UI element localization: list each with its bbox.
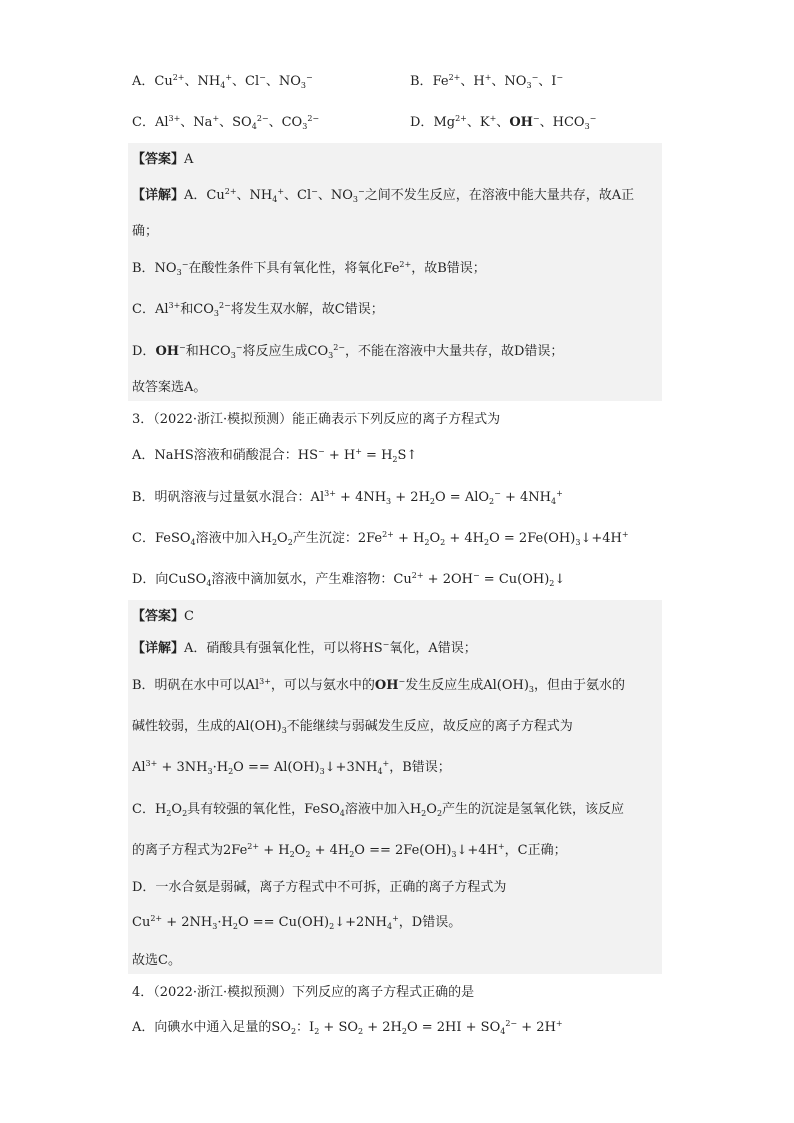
q3-answer: 【答案】C: [132, 609, 194, 624]
q3-option-d: D．向CuSO$_4$溶液中滴加氨水，产生难溶物：$Cu^{2+} + 2OH^-$ = $Cu(OH)_2↓$: [132, 571, 566, 588]
q3-detail-line-6: 的离子方程式为$2Fe^{2+} + H_2O_2 + 4H_2O$ == $2Fe(OH)_3↓+4H^+$，C正确；: [132, 842, 567, 859]
q3-detail-line-5: C．$H_2O_2$具有较强的氧化性，FeSO$_4$溶液中加入$H_2O_2$产生的沉淀是氢氧化铁，该反应: [132, 802, 625, 818]
q3-stem: 3．（2022·浙江·模拟预测）能正确表示下列反应的离子方程式为: [132, 412, 501, 427]
q3-detail-line-9: 故选C。: [132, 953, 181, 968]
q3-option-a: A．NaHS溶液和硝酸混合：$HS^- + H^+ = H_2S↑$: [132, 447, 418, 464]
q2-detail-line-6: 故答案选A。: [132, 380, 207, 395]
q4-option-a: A．向碘水中通入足量的$SO_2$：$I_2 + SO_2 + 2H_2O = 2HI + SO_4^{2-} + 2H^+$: [132, 1019, 563, 1036]
q3-detail-line-4: $Al^{3+} + 3NH_3\cdot H_2O$ == $Al(OH)_3↓+3NH_4^+$，B错误；: [132, 759, 451, 776]
q2-answer: 【答案】A: [132, 152, 194, 167]
q2-option-d: D．$Mg^{2+}$、K+、OH−、$HCO_3^-$: [410, 114, 597, 131]
q2-detail-line-4: C．$Al^{3+}$和$CO_3^{2-}$将发生双水解，故C错误；: [132, 301, 384, 318]
q3-detail-line-7: D．一水合氨是弱碱，离子方程式中不可拆，正确的离子方程式为: [132, 880, 507, 895]
q3-detail-line-8: $Cu^{2+} + 2NH_3\cdot H_2O$ == $Cu(OH)_2↓+2NH_4^+$，D错误。: [132, 914, 462, 931]
q4-stem: 4．（2022·浙江·模拟预测）下列反应的离子方程式正确的是: [132, 985, 475, 1000]
q2-detail-line-3: B．$NO_3^-$在酸性条件下具有氧化性，将氧化$Fe^{2+}$，故B错误；: [132, 260, 486, 277]
q3-option-c: C．FeSO$_4$溶液中加入$H_2O_2$产生沉淀：$2Fe^{2+} + H_2O_2 + 4H_2O$ = $2Fe(OH)_3↓+4H^+$: [132, 530, 629, 547]
q3-option-b: B．明矾溶液与过量氨水混合：$Al^{3+} + 4NH_3 + 2H_2O = AlO_2^- + 4NH_4^+$: [132, 489, 563, 506]
q3-detail-line-1: 【详解】A．硝酸具有强氧化性，可以将HS−氧化，A错误；: [132, 640, 477, 656]
q3-detail-line-2: B．明矾在水中可以$Al^{3+}$，可以与氨水中的OH−发生反应生成$Al(OH)_3$，但由于氨水的: [132, 677, 626, 694]
q2-option-a: A．$Cu^{2+}$、$NH_4^+$、Cl−、$NO_3^-$: [132, 73, 313, 90]
q2-option-c: C．$Al^{3+}$、Na+、$SO_4^{2-}$、$CO_3^{2-}$: [132, 114, 320, 131]
q2-detail-line-5: D．OH−和$HCO_3^-$将反应生成$CO_3^{2-}$，不能在溶液中大量共存，故D错误；: [132, 343, 564, 360]
q2-detail-line-1: 【详解】A．$Cu^{2+}$、$NH_4^+$、Cl−、$NO_3^-$之间不发生反应，在溶液中能大量共存，故A正: [132, 187, 635, 204]
q2-option-b: B．$Fe^{2+}$、H+、$NO_3^-$、I−: [410, 73, 564, 90]
q3-detail-line-3: 碱性较弱，生成的$Al(OH)_3$不能继续与弱碱发生反应，故反应的离子方程式为: [132, 719, 573, 735]
q2-detail-line-2: 确；: [132, 224, 159, 239]
